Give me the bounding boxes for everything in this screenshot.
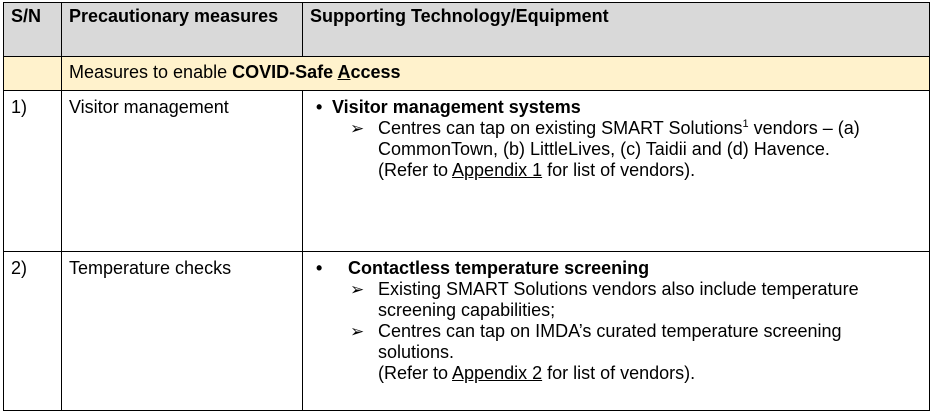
row2-supporting xyxy=(303,252,930,411)
row2-subitem-2-text: Centres can tap on IMDA’s curated temperature screening solutions. xyxy=(378,321,842,362)
row1-measure: Visitor management xyxy=(62,91,303,252)
row1-subitem-text xyxy=(378,118,922,160)
row2-subitem xyxy=(350,321,922,363)
header-supporting-technology: Supporting Technology/Equipment xyxy=(303,3,930,57)
section-empty-cell xyxy=(4,57,62,91)
row1-sn: 1) xyxy=(4,91,62,252)
row2-refer xyxy=(378,363,922,384)
section-title xyxy=(62,57,930,91)
row1-bullet xyxy=(316,97,922,118)
row1-bullet-text: Visitor management systems xyxy=(332,97,581,117)
arrow-bullet-icon: ➢ xyxy=(350,280,365,299)
row2-sn: 2) xyxy=(4,252,62,411)
row2-refer-prefix: (Refer to xyxy=(378,363,453,383)
bullet-icon: • xyxy=(316,97,323,117)
header-sn: S/N xyxy=(4,3,62,57)
row2-subitem-1-text: Existing SMART Solutions vendors also include temperature screening capabilities; xyxy=(378,279,859,320)
appendix-2-link[interactable]: Appendix 2 xyxy=(452,363,543,383)
row1-refer xyxy=(378,160,922,181)
section-prefix: Measures to enable xyxy=(69,62,233,82)
section-bold-underlined-letter: A xyxy=(337,62,351,82)
bullet-icon: • xyxy=(316,258,323,278)
arrow-bullet-icon: ➢ xyxy=(350,322,365,341)
table-row xyxy=(4,252,930,411)
section-bold-part2: ccess xyxy=(350,62,401,82)
header-precautionary-measures: Precautionary measures xyxy=(62,3,303,57)
arrow-bullet-icon: ➢ xyxy=(350,119,365,138)
row1-subitem-text-a: Centres can tap on existing SMART Solutions xyxy=(378,118,743,138)
precautionary-measures-table xyxy=(3,2,930,411)
row1-subitem xyxy=(350,118,922,160)
row2-measure: Temperature checks xyxy=(62,252,303,411)
row2-subitem xyxy=(350,279,922,321)
table-row xyxy=(4,91,930,252)
section-row xyxy=(4,57,930,91)
row2-bullet xyxy=(316,258,922,279)
row2-bullet-text: Contactless temperature screening xyxy=(348,258,650,278)
table-header-row xyxy=(4,3,930,57)
row1-subitem-text-b: vendors – (a) CommonTown, (b) LittleLives, (c) Taidii and (d) Havence. xyxy=(378,118,860,159)
row1-supporting xyxy=(303,91,930,252)
row1-refer-prefix: (Refer to xyxy=(378,160,453,180)
footnote-marker: 1 xyxy=(742,118,749,130)
row1-refer-suffix: for list of vendors). xyxy=(542,160,696,180)
row2-refer-suffix: for list of vendors). xyxy=(542,363,696,383)
section-bold-part1: COVID-Safe xyxy=(232,62,338,82)
appendix-1-link[interactable]: Appendix 1 xyxy=(452,160,543,180)
